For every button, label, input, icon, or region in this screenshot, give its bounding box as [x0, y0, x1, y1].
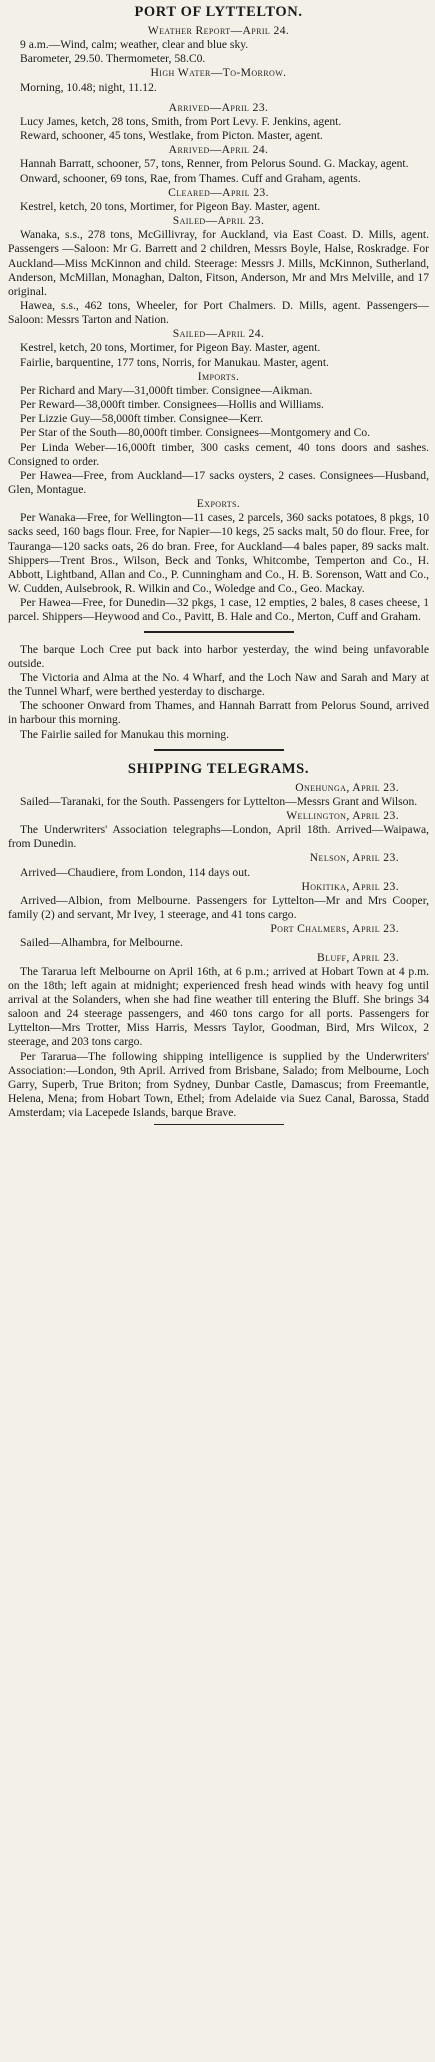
telegram-entry: Sailed—Taranaki, for the South. Passengers for Lyttelton—Messrs Grant and Wilson. [20, 794, 418, 808]
telegram-entry: Sailed—Alhambra, for Melbourne. [20, 936, 183, 950]
end-rule [154, 1124, 284, 1125]
import-entry: Per Richard and Mary—31,000ft timber. Consignee—Aikman. [20, 383, 313, 397]
cleared-entry: Kestrel, ketch, 20 tons, Mortimer, for Pigeon Bay. Master, agent. [20, 199, 321, 213]
arrival-entry: Onward, schooner, 69 tons, Rae, from Thames. Cuff and Graham, agents. [20, 171, 361, 185]
sailed-entry: Fairlie, barquentine, 177 tons, Norris, for Manukau. Master, agent. [20, 355, 329, 369]
high-water-line: Morning, 10.48; night, 11.12. [20, 80, 157, 94]
import-entry: Per Lizzie Guy—58,000ft timber. Consignee—Kerr. [20, 412, 264, 426]
weather-line: 9 a.m.—Wind, calm; weather, clear and blue sky. [20, 38, 249, 52]
arrived-heading: Arrived—April 23. [168, 100, 269, 114]
sailed-heading: Sailed—April 24. [172, 327, 265, 341]
imports-heading: Imports. [197, 369, 240, 383]
arrival-entry: Lucy James, ketch, 28 tons, Smith, from Port Levy. F. Jenkins, agent. [20, 114, 342, 128]
arrival-entry: Reward, schooner, 45 tons, Westlake, from Picton. Master, agent. [20, 129, 323, 143]
export-entry: Per Wanaka—Free, for Wellington—11 cases, 2 parcels, 360 sacks potatoes, 8 pkgs, 10 sacks seed, 160 bags flour. Free, for Napier—10 kegs, 25 sacks malt, 50 do flour. Free, for Tauranga—120 sacks oats, 26 do bran. Free, for Auckland—4 bales paper, 89 sacks malt. Shippers—Trent Bros., Wilson, Beck and Tonks, Whitcombe, Temperton and Co., H. Abbott, Lightband, Allan and Co., P. Cunningham and Co., H. B. Sorenson, Watt and Co., W. Cudden, Aulsebrook, R. Wilkin and Co., Woledge and Co., Geo. Mackay. [8, 511, 429, 596]
dateline-wellington: Wellington, April 23. [286, 808, 399, 822]
dateline-hokitika: Hokitika, April 23. [301, 879, 399, 893]
dateline-bluff: Bluff, April 23. [317, 950, 399, 964]
sailed-entry: Kestrel, ketch, 20 tons, Mortimer, for Pigeon Bay. Master, agent. [20, 341, 321, 355]
arrival-entry: Hannah Barratt, schooner, 57, tons, Renner, from Pelorus Sound. G. Mackay, agent. [20, 157, 409, 171]
cleared-heading: Cleared—April 23. [168, 185, 269, 199]
news-item: The Fairlie sailed for Manukau this morning. [20, 727, 229, 741]
news-item: The Victoria and Alma at the No. 4 Wharf, and the Loch Naw and Sarah and Mary at the Tunnel Wharf, were berthed yesterday to discharge. [8, 670, 429, 699]
section-divider [154, 749, 284, 751]
high-water-heading: High Water—To-Morrow. [150, 66, 287, 80]
news-item: The barque Loch Cree put back into harbor yesterday, the wind being unfavorable outside. [8, 642, 429, 670]
sailed-entry: Wanaka, s.s., 278 tons, McGillivray, for Auckland, via East Coast. D. Mills, agent. Passengers —Saloon: Mr G. Barrett and 2 children, Messrs Boyle, Halse, Roskradge. For Auckland—Miss McKinnon and child. Steerage: Messrs J. Mills, McKinnon, Sutherland, Anderson, McMillan, Monaghan, Dalton, Fitson, Anderson, Mr and Mrs Melville, and 17 original. [8, 228, 429, 298]
export-entry: Per Hawea—Free, for Dunedin—32 pkgs, 1 case, 12 empties, 2 bales, 8 cases cheese, 1 parcel. Shippers—Heywood and Co., Pavitt, B. Hale and Co., Merton, Cuff and Graham. [8, 596, 429, 624]
section-divider [144, 631, 294, 633]
exports-heading: Exports. [196, 497, 241, 511]
telegram-entry: Arrived—Chaudiere, from London, 114 days out. [20, 865, 251, 879]
section-title-telegrams: SHIPPING TELEGRAMS. [127, 760, 310, 777]
telegram-entry: The Tararua left Melbourne on April 16th, at 6 p.m.; arrived at Hobart Town at 4 p.m. on the 18th; left again at midnight; experienced fresh head winds with heavy fog until arrival at the Solanders, when she had fine weather till entering the Bluff. She brings 34 saloon and 24 steerage passengers, and 460 tons cargo for all ports. Passengers for Lyttelton—Mrs Trotter, Miss Harris, Messrs Taylor, Goodman, Bird, Mrs Wilcox, 2 steerage, and 203 tons cargo. [8, 964, 429, 1049]
import-entry: Per Linda Weber—16,000ft timber, 300 casks cement, 40 tons doors and sashes. Consigned to order. [8, 440, 429, 468]
telegram-entry: Per Tararua—The following shipping intelligence is supplied by the Underwriters' Association:—London, 9th April. Arrived from Brisbane, Salado; from Melbourne, Loch Garry, Superb, True Briton; from Sydney, Dunbar Castle, Damascus; from Freemantle, Helena, Mena; from Hobart Town, Ethel; from Adelaide via Suez Canal, Barossa, Stadd Amsterdam; via Lacepede Islands, barque Brave. [8, 1049, 429, 1120]
telegram-entry: Arrived—Albion, from Melbourne. Passengers for Lyttelton—Mr and Mrs Cooper, family (2) and servant, Mr Ivey, 1 steerage, and 41 tons cargo. [8, 893, 429, 922]
sailed-heading: Sailed—April 23. [172, 214, 265, 228]
barometer-line: Barometer, 29.50. Thermometer, 58.C0. [20, 52, 206, 66]
dateline-onehunga: Onehunga, April 23. [295, 780, 399, 794]
dateline-nelson: Nelson, April 23. [309, 851, 399, 865]
import-entry: Per Hawea—Free, from Auckland—17 sacks oysters, 2 cases. Consignees—Husband, Glen, Montague. [8, 468, 429, 496]
section-title-port: PORT OF LYTTELTON. [134, 4, 303, 20]
sailed-entry: Hawea, s.s., 462 tons, Wheeler, for Port Chalmers. D. Mills, agent. Passengers—Saloon: Messrs Tarton and Nation. [8, 298, 429, 327]
weather-heading: Weather Report—April 24. [147, 24, 290, 37]
telegram-entry: The Underwriters' Association telegraphs—London, April 18th. Arrived—Waipawa, from Dunedin. [8, 823, 429, 851]
import-entry: Per Star of the South—80,000ft timber. Consignees—Montgomery and Co. [20, 426, 371, 440]
news-item: The schooner Onward from Thames, and Hannah Barratt from Pelorus Sound, arrived in harbour this morning. [8, 699, 429, 727]
arrived-heading: Arrived—April 24. [168, 143, 269, 157]
dateline-port-chalmers: Port Chalmers, April 23. [270, 922, 399, 936]
import-entry: Per Reward—38,000ft timber. Consignees—Hollis and Williams. [20, 398, 324, 412]
